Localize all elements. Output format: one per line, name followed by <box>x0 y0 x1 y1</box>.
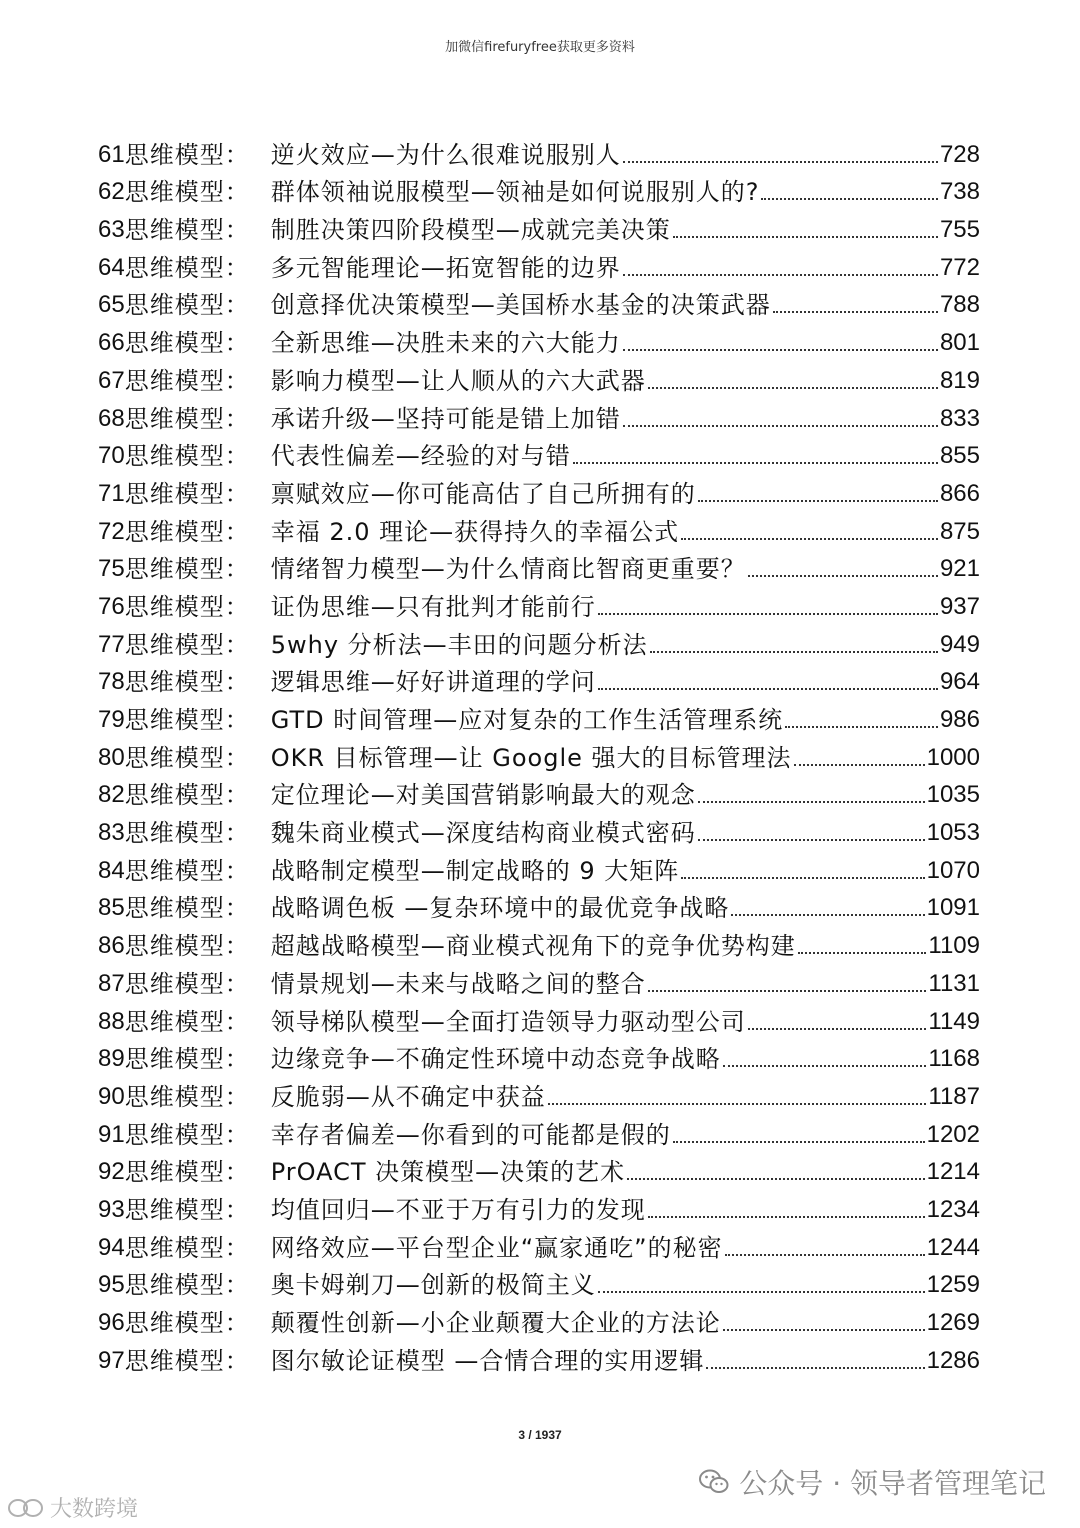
toc-entry-prefix: 思维模型： <box>124 329 250 358</box>
toc-entry-title: 情绪智力模型—为什么情商比智商更重要？ <box>270 555 746 584</box>
toc-entry[interactable] <box>98 961 980 999</box>
toc-entry-page: 1109 <box>928 932 980 960</box>
toc-entry[interactable] <box>98 584 980 622</box>
toc-entry-number: 65 <box>98 291 125 319</box>
toc-entry-page: 1269 <box>926 1309 980 1336</box>
toc-entry-prefix: 思维模型： <box>124 1082 250 1111</box>
toc-entry[interactable] <box>98 1112 980 1150</box>
toc-entry-title: 影响力模型—让人顺从的六大武器 <box>270 366 646 395</box>
page-number: 3 / 1937 <box>518 1428 562 1442</box>
toc-entry-title: 定位理论—对美国营销影响最大的观念 <box>270 781 696 810</box>
toc-entry-page: 1234 <box>926 1195 980 1223</box>
toc-entry-prefix: 思维模型： <box>124 856 250 885</box>
toc-entry-page: 1187 <box>928 1082 980 1110</box>
toc-entry-number: 89 <box>98 1045 125 1073</box>
toc-entry-title: 5why 分析法—丰田的问题分析法 <box>270 630 648 659</box>
toc-entry-number: 61 <box>98 140 125 168</box>
table-of-contents <box>98 132 980 1376</box>
toc-entry[interactable] <box>98 434 980 472</box>
toc-entry[interactable] <box>98 358 980 396</box>
toc-entry-page: 949 <box>939 630 980 658</box>
toc-entry-number: 80 <box>98 743 125 771</box>
toc-dot-leader <box>598 612 938 615</box>
toc-entry[interactable] <box>98 170 980 208</box>
toc-entry[interactable] <box>98 810 980 848</box>
toc-entry[interactable] <box>98 1300 980 1338</box>
toc-entry-prefix: 思维模型： <box>124 1195 250 1224</box>
toc-entry-number: 85 <box>98 894 125 922</box>
toc-entry[interactable] <box>98 1225 980 1263</box>
toc-entry[interactable] <box>98 547 980 585</box>
toc-entry-page: 1286 <box>926 1346 980 1374</box>
toc-entry-prefix: 思维模型： <box>124 1158 250 1187</box>
toc-entry-number: 70 <box>98 442 125 470</box>
toc-entry-number: 66 <box>98 329 125 357</box>
toc-entry-prefix: 思维模型： <box>124 479 250 508</box>
toc-entry-page: 833 <box>939 404 980 432</box>
toc-entry-title: 图尔敏论证模型 —合情合理的实用逻辑 <box>270 1346 705 1375</box>
toc-entry[interactable] <box>98 132 980 170</box>
toc-entry-page: 1244 <box>926 1233 980 1261</box>
toc-entry[interactable] <box>98 1074 980 1112</box>
toc-entry-number: 75 <box>98 555 125 583</box>
toc-entry-prefix: 思维模型： <box>124 253 250 282</box>
toc-dot-leader <box>648 1215 925 1218</box>
toc-entry-number: 77 <box>98 630 125 658</box>
toc-entry-prefix: 思维模型： <box>124 442 250 471</box>
toc-entry-title: 幸福 2.0 理论—获得持久的幸福公式 <box>270 517 680 546</box>
toc-entry-page: 738 <box>939 178 980 206</box>
toc-dot-leader <box>648 386 938 389</box>
toc-entry-number: 68 <box>98 404 125 432</box>
toc-entry-number: 67 <box>98 366 125 394</box>
toc-entry-number: 78 <box>98 668 125 696</box>
toc-entry-prefix: 思维模型： <box>124 668 250 697</box>
toc-entry-prefix: 思维模型： <box>124 743 250 772</box>
toc-entry-prefix: 思维模型： <box>124 178 250 207</box>
toc-entry-prefix: 思维模型： <box>124 1271 250 1300</box>
toc-entry-number: 96 <box>98 1309 125 1336</box>
toc-entry-title: 证伪思维—只有批判才能前行 <box>270 592 596 621</box>
toc-entry[interactable] <box>98 999 980 1037</box>
toc-entry-prefix: 思维模型： <box>124 366 250 395</box>
toc-dot-leader <box>798 951 927 954</box>
toc-entry-number: 86 <box>98 932 125 960</box>
toc-entry-number: 94 <box>98 1233 125 1261</box>
toc-entry-page: 1202 <box>926 1120 980 1148</box>
toc-entry-number: 88 <box>98 1007 125 1035</box>
toc-entry[interactable] <box>98 245 980 283</box>
toc-dot-leader <box>681 537 938 540</box>
toc-dot-leader <box>598 1290 925 1293</box>
toc-entry-title: 逆火效应—为什么很难说服别人 <box>270 140 621 169</box>
toc-entry-page: 1070 <box>926 856 980 884</box>
toc-entry-prefix: 思维模型： <box>124 1045 250 1074</box>
toc-entry-number: 64 <box>98 253 125 281</box>
toc-entry-number: 63 <box>98 216 125 244</box>
toc-entry-page: 921 <box>939 555 980 583</box>
toc-entry-prefix: 思维模型： <box>124 781 250 810</box>
toc-entry-page: 1168 <box>928 1045 980 1073</box>
toc-dot-leader <box>623 160 938 163</box>
toc-dot-leader <box>794 763 925 766</box>
toc-entry-title: OKR 目标管理—让 Google 强大的目标管理法 <box>270 743 792 772</box>
toc-entry-page: 801 <box>939 329 980 357</box>
toc-entry-number: 71 <box>98 479 125 507</box>
toc-entry-prefix: 思维模型： <box>124 517 250 546</box>
toc-entry-prefix: 思维模型： <box>124 819 250 848</box>
toc-entry-title: 群体领袖说服模型—领袖是如何说服别人的? <box>270 178 760 207</box>
toc-dot-leader <box>731 913 924 916</box>
toc-entry-number: 93 <box>98 1195 125 1223</box>
toc-entry[interactable] <box>98 1037 980 1075</box>
toc-entry[interactable] <box>98 509 980 547</box>
toc-dot-leader <box>648 989 927 992</box>
toc-entry-title: 魏朱商业模式—深度结构商业模式密码 <box>270 819 696 848</box>
toc-entry-prefix: 思维模型： <box>124 216 250 245</box>
toc-entry-page: 772 <box>939 253 980 281</box>
toc-entry-title: 多元智能理论—拓宽智能的边界 <box>270 253 621 282</box>
toc-entry[interactable] <box>98 283 980 321</box>
wechat-watermark-text: 公众号 · 领导者管理笔记 <box>739 1467 1046 1500</box>
toc-entry-page: 1035 <box>926 781 980 809</box>
toc-dot-leader <box>698 800 925 803</box>
toc-entry-prefix: 思维模型： <box>124 1309 250 1337</box>
toc-entry[interactable] <box>98 207 980 245</box>
toc-entry-page: 788 <box>939 291 980 319</box>
toc-entry-page: 1214 <box>926 1158 980 1186</box>
toc-entry-number: 82 <box>98 781 125 809</box>
toc-entry-page: 937 <box>939 592 980 620</box>
toc-entry-page: 855 <box>939 442 980 470</box>
toc-entry-prefix: 思维模型： <box>124 630 250 659</box>
toc-entry-number: 83 <box>98 819 125 847</box>
toc-entry-prefix: 思维模型： <box>124 140 250 169</box>
toc-entry-title: 创意择优决策模型—美国桥水基金的决策武器 <box>270 291 771 320</box>
toc-entry-number: 92 <box>98 1158 125 1186</box>
toc-dot-leader <box>698 499 938 502</box>
toc-entry[interactable] <box>98 1338 980 1376</box>
toc-entry-prefix: 思维模型： <box>124 969 250 998</box>
toc-dot-leader <box>748 574 938 577</box>
toc-dot-leader <box>627 1177 924 1180</box>
toc-entry-number: 76 <box>98 592 125 620</box>
toc-entry-prefix: 思维模型： <box>124 291 250 320</box>
toc-entry-title: 禀赋效应—你可能高估了自己所拥有的 <box>270 479 696 508</box>
toc-dot-leader <box>673 1140 925 1143</box>
toc-entry[interactable] <box>98 735 980 773</box>
toc-entry-title: 边缘竞争—不确定性环境中动态竞争战略 <box>270 1045 721 1074</box>
toc-entry-prefix: 思维模型： <box>124 1233 250 1262</box>
toc-entry[interactable] <box>98 396 980 434</box>
toc-dot-leader <box>623 348 938 351</box>
toc-entry-title: 反脆弱—从不确定中获益 <box>270 1082 546 1111</box>
toc-entry[interactable] <box>98 1150 980 1188</box>
toc-entry-title: 制胜决策四阶段模型—成就完美决策 <box>270 216 671 245</box>
toc-entry-prefix: 思维模型： <box>124 894 250 923</box>
toc-entry-prefix: 思维模型： <box>124 555 250 584</box>
toc-entry-title: GTD 时间管理—应对复杂的工作生活管理系统 <box>270 706 784 734</box>
toc-entry-page: 1091 <box>926 894 980 922</box>
toc-entry-number: 84 <box>98 856 125 884</box>
toc-entry[interactable] <box>98 886 980 924</box>
toc-entry-page: 986 <box>939 706 980 733</box>
toc-entry-title: 领导梯队模型—全面打造领导力驱动型公司 <box>270 1007 746 1036</box>
toc-dot-leader <box>681 876 924 879</box>
toc-entry-prefix: 思维模型： <box>124 1120 250 1149</box>
toc-entry[interactable] <box>98 660 980 698</box>
toc-dot-leader <box>623 273 938 276</box>
wechat-icon <box>699 1469 729 1495</box>
toc-entry[interactable] <box>98 622 980 660</box>
wechat-watermark <box>699 1462 1046 1502</box>
toc-dot-leader <box>673 235 938 238</box>
toc-entry-page: 819 <box>939 366 980 394</box>
toc-dot-leader <box>785 725 938 728</box>
toc-entry-title: 战略制定模型—制定战略的 9 大矩阵 <box>270 856 680 885</box>
toc-entry-prefix: 思维模型： <box>124 706 250 734</box>
toc-entry[interactable] <box>98 773 980 811</box>
toc-entry-number: 97 <box>98 1346 125 1374</box>
toc-entry-prefix: 思维模型： <box>124 404 250 433</box>
toc-entry[interactable] <box>98 848 980 886</box>
toc-entry[interactable] <box>98 1263 980 1301</box>
toc-dot-leader <box>573 461 938 464</box>
toc-entry-title: 超越战略模型—商业模式视角下的竞争优势构建 <box>270 932 796 961</box>
toc-dot-leader <box>748 1027 927 1030</box>
toc-entry-title: 情景规划—未来与战略之间的整合 <box>270 969 646 998</box>
toc-entry-number: 87 <box>98 969 125 997</box>
toc-dot-leader <box>723 1328 925 1331</box>
toc-entry-title: 战略调色板 —复杂环境中的最优竞争战略 <box>270 894 730 923</box>
toc-entry-title: 承诺升级—坚持可能是错上加错 <box>270 404 621 433</box>
toc-entry[interactable] <box>98 320 980 358</box>
logo-icon <box>6 1497 46 1519</box>
toc-dot-leader <box>725 1253 925 1256</box>
toc-entry-title: 逻辑思维—好好讲道理的学问 <box>270 668 596 697</box>
toc-entry-title: 颠覆性创新—小企业颠覆大企业的方法论 <box>270 1309 721 1337</box>
toc-entry-title: PrOACT 决策模型—决策的艺术 <box>270 1158 626 1187</box>
toc-entry-prefix: 思维模型： <box>124 592 250 621</box>
toc-dot-leader <box>773 310 938 313</box>
toc-entry-number: 90 <box>98 1082 125 1110</box>
toc-dot-leader <box>623 424 938 427</box>
toc-entry-prefix: 思维模型： <box>124 1346 250 1375</box>
toc-entry-page: 964 <box>939 668 980 696</box>
corner-watermark-text: 大数跨境 <box>50 1497 139 1522</box>
header-note: 加微信firefuryfree获取更多资料 <box>445 40 635 55</box>
toc-entry[interactable] <box>98 471 980 509</box>
corner-watermark <box>6 1492 138 1523</box>
toc-entry-title: 代表性偏差—经验的对与错 <box>270 442 571 471</box>
toc-entry-title: 奥卡姆剃刀—创新的极简主义 <box>270 1271 596 1300</box>
toc-entry-title: 均值回归—不亚于万有引力的发现 <box>270 1195 646 1224</box>
toc-entry[interactable] <box>98 923 980 961</box>
toc-dot-leader <box>548 1102 927 1105</box>
toc-entry-title: 幸存者偏差—你看到的可能都是假的 <box>270 1120 671 1149</box>
toc-entry-page: 1149 <box>928 1007 980 1035</box>
toc-dot-leader <box>698 838 925 841</box>
toc-entry-number: 95 <box>98 1271 125 1299</box>
toc-entry-title: 全新思维—决胜未来的六大能力 <box>270 329 621 358</box>
toc-entry-title: 网络效应—平台型企业“赢家通吃”的秘密 <box>270 1233 723 1262</box>
toc-entry-number: 79 <box>98 706 125 733</box>
toc-entry-number: 72 <box>98 517 125 545</box>
toc-entry-number: 62 <box>98 178 125 206</box>
toc-entry-prefix: 思维模型： <box>124 932 250 961</box>
toc-entry-page: 875 <box>939 517 980 545</box>
toc-dot-leader <box>598 687 938 690</box>
toc-dot-leader <box>650 650 938 653</box>
toc-entry-number: 91 <box>98 1120 125 1148</box>
toc-dot-leader <box>723 1064 927 1067</box>
toc-entry-prefix: 思维模型： <box>124 1007 250 1036</box>
toc-entry-page: 866 <box>939 479 980 507</box>
toc-entry-page: 1000 <box>926 743 980 771</box>
toc-entry-page: 728 <box>939 140 980 168</box>
toc-dot-leader <box>706 1366 924 1369</box>
toc-dot-leader <box>761 197 938 200</box>
toc-entry-page: 755 <box>939 216 980 244</box>
toc-entry-page: 1259 <box>926 1271 980 1299</box>
toc-entry[interactable] <box>98 1187 980 1225</box>
toc-entry-page: 1131 <box>928 969 980 997</box>
toc-entry-page: 1053 <box>926 819 980 847</box>
toc-entry[interactable] <box>98 697 980 735</box>
